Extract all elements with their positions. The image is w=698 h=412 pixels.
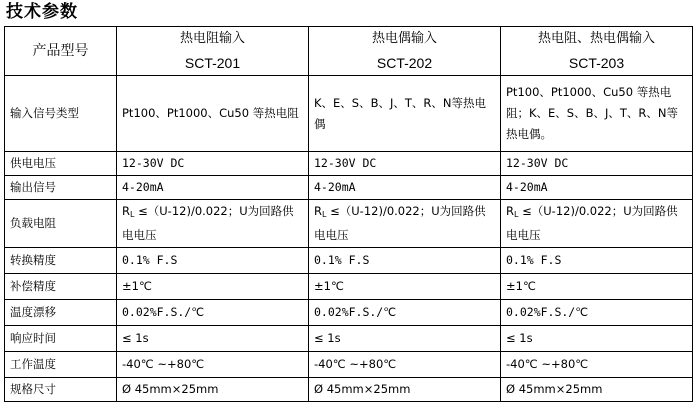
load-symbol-subscript: L bbox=[514, 210, 519, 219]
column-name: 热电阻、热电偶输入 bbox=[537, 31, 655, 46]
table-cell: Ø 45mm×25mm bbox=[501, 378, 693, 402]
spec-table bbox=[4, 26, 693, 402]
table-cell: ±1℃ bbox=[501, 274, 693, 300]
table-cell: K、E、S、B、J、T、R、N等热电偶 bbox=[309, 76, 501, 152]
header-column-1 bbox=[117, 27, 309, 76]
header-label: 产品型号 bbox=[5, 27, 117, 76]
table-cell: 12-30V DC bbox=[501, 152, 693, 176]
table-cell: Ø 45mm×25mm bbox=[309, 378, 501, 402]
table-cell: 0.02%F.S./℃ bbox=[501, 300, 693, 326]
load-symbol: R bbox=[506, 204, 514, 218]
header-column-3 bbox=[501, 27, 693, 76]
table-cell: ≤ 1s bbox=[117, 326, 309, 352]
page-title: 技术参数 bbox=[6, 2, 78, 22]
table-cell: 0.1% F.S bbox=[117, 248, 309, 274]
table-row bbox=[5, 326, 693, 352]
row-label: 负载电阻 bbox=[5, 200, 117, 248]
table-cell: -40℃ ~+80℃ bbox=[117, 352, 309, 378]
table-row bbox=[5, 274, 693, 300]
row-label: 输出信号 bbox=[5, 176, 117, 200]
cell-text: ≤（U-12)/0.022；U为回路供电电压 bbox=[314, 204, 486, 242]
table-cell: 12-30V DC bbox=[309, 152, 501, 176]
row-label: 规格尺寸 bbox=[5, 378, 117, 402]
table-row bbox=[5, 76, 693, 152]
table-cell bbox=[501, 200, 693, 248]
column-model: SCT-203 bbox=[568, 55, 625, 71]
table-row bbox=[5, 300, 693, 326]
table-cell: -40℃ ~+80℃ bbox=[309, 352, 501, 378]
table-cell bbox=[117, 200, 309, 248]
load-symbol: R bbox=[314, 204, 322, 218]
table-cell: ±1℃ bbox=[117, 274, 309, 300]
table-cell: 0.1% F.S bbox=[309, 248, 501, 274]
table-row bbox=[5, 248, 693, 274]
header-row bbox=[5, 27, 693, 76]
table-row bbox=[5, 378, 693, 402]
column-name: 热电阻输入 bbox=[179, 31, 245, 46]
table-row bbox=[5, 200, 693, 248]
header-column-2 bbox=[309, 27, 501, 76]
table-row bbox=[5, 152, 693, 176]
table-cell: 0.02%F.S./℃ bbox=[117, 300, 309, 326]
row-label: 工作温度 bbox=[5, 352, 117, 378]
table-cell: 0.02%F.S./℃ bbox=[309, 300, 501, 326]
table-row bbox=[5, 352, 693, 378]
table-cell: Pt100、Pt1000、Cu50 等热电阻；K、E、S、B、J、T、R、N等热电偶。 bbox=[501, 76, 693, 152]
row-label: 温度漂移 bbox=[5, 300, 117, 326]
table-cell: ±1℃ bbox=[309, 274, 501, 300]
column-name: 热电偶输入 bbox=[371, 31, 437, 46]
column-model: SCT-202 bbox=[376, 55, 433, 71]
column-model: SCT-201 bbox=[184, 55, 241, 71]
table-cell: -40℃ ~+80℃ bbox=[501, 352, 693, 378]
load-symbol-subscript: L bbox=[322, 210, 327, 219]
table-cell: ≤ 1s bbox=[501, 326, 693, 352]
row-label: 响应时间 bbox=[5, 326, 117, 352]
table-cell: Ø 45mm×25mm bbox=[117, 378, 309, 402]
load-symbol-subscript: L bbox=[130, 210, 135, 219]
table-cell: ≤ 1s bbox=[309, 326, 501, 352]
row-label: 供电电压 bbox=[5, 152, 117, 176]
table-cell: Pt100、Pt1000、Cu50 等热电阻 bbox=[117, 76, 309, 152]
table-row bbox=[5, 176, 693, 200]
row-label: 补偿精度 bbox=[5, 274, 117, 300]
load-symbol: R bbox=[122, 204, 130, 218]
cell-text: ≤（U-12)/0.022；U为回路供电电压 bbox=[506, 204, 678, 242]
table-cell: 12-30V DC bbox=[117, 152, 309, 176]
table-cell: 4-20mA bbox=[117, 176, 309, 200]
table-cell: 0.1% F.S bbox=[501, 248, 693, 274]
row-label: 转换精度 bbox=[5, 248, 117, 274]
row-label: 输入信号类型 bbox=[5, 76, 117, 152]
table-cell: 4-20mA bbox=[309, 176, 501, 200]
table-cell bbox=[309, 200, 501, 248]
cell-text: ≤（U-12)/0.022；U为回路供电电压 bbox=[122, 204, 294, 242]
table-cell: 4-20mA bbox=[501, 176, 693, 200]
